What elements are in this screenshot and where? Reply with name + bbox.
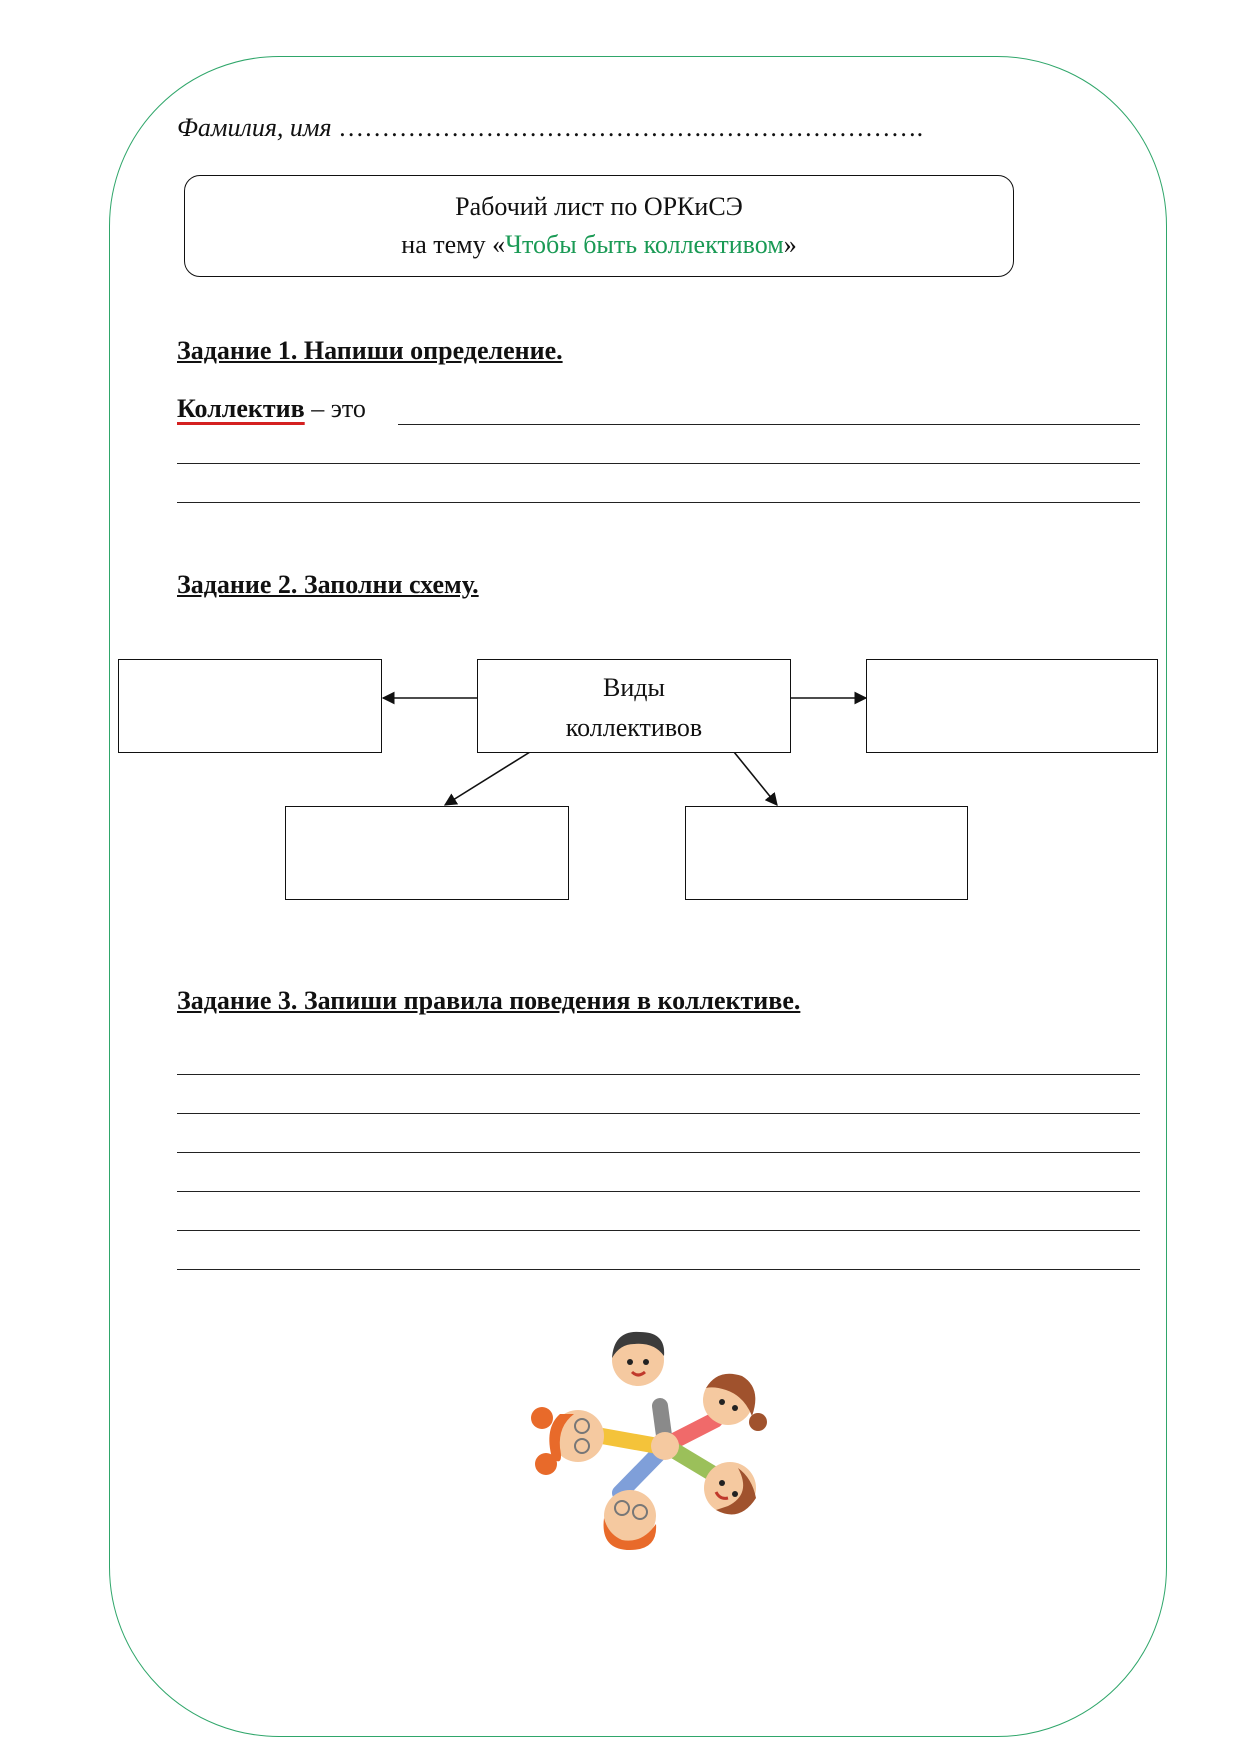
scheme-empty-box-bottom-left[interactable]	[285, 806, 569, 900]
answer-line[interactable]	[177, 1269, 1140, 1270]
scheme-empty-box-left[interactable]	[118, 659, 382, 753]
answer-line[interactable]	[177, 1230, 1140, 1231]
arrow-bottom-right	[734, 752, 777, 805]
answer-line[interactable]	[177, 1152, 1140, 1153]
topic-text: Чтобы быть коллективом	[505, 230, 784, 259]
children-circle-illustration	[530, 1318, 800, 1568]
answer-line[interactable]	[177, 1113, 1140, 1114]
task2-heading: Задание 2. Заполни схему.	[177, 570, 479, 599]
definition-line: Коллектив – это	[177, 394, 366, 423]
name-label: Фамилия, имя	[177, 113, 332, 142]
term-kollektiv: Коллектив	[177, 394, 305, 423]
task1-heading: Задание 1. Напиши определение.	[177, 336, 563, 365]
scheme-empty-box-right[interactable]	[866, 659, 1158, 753]
answer-line[interactable]	[177, 1191, 1140, 1192]
scheme-center-box: Виды коллективов	[477, 659, 791, 753]
scheme-empty-box-bottom-right[interactable]	[685, 806, 968, 900]
answer-line[interactable]	[177, 1074, 1140, 1075]
title-line-2: на тему «Чтобы быть коллективом»	[401, 230, 797, 259]
task3-heading: Задание 3. Запиши правила поведения в коллективе.	[177, 986, 801, 1015]
name-dots: …………………………………….…………………….	[338, 113, 924, 142]
arrow-bottom-left	[445, 752, 530, 805]
title-line-1: Рабочий лист по ОРКиСЭ	[455, 192, 743, 221]
